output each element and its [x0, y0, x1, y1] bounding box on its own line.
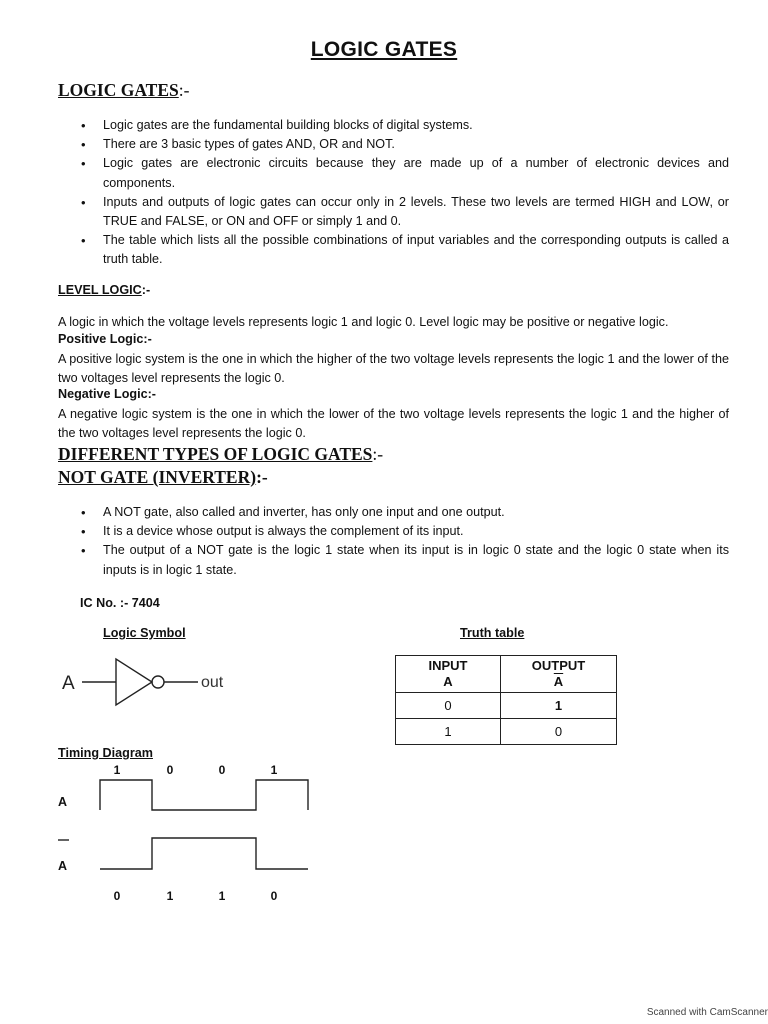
table-row — [396, 719, 617, 745]
symbol-output-label: out — [201, 674, 224, 691]
positive-logic-heading: Positive Logic:- — [58, 332, 152, 346]
header-input — [396, 656, 501, 693]
signal-a-waveform — [100, 780, 308, 810]
section-heading-logic-gates — [58, 80, 189, 101]
types-heading — [58, 444, 383, 465]
signal-abar-waveform — [100, 838, 308, 869]
types-heading-text: DIFFERENT TYPES OF LOGIC GATES — [58, 444, 373, 464]
negative-logic-heading: Negative Logic:- — [58, 387, 156, 401]
header-input-line2: A — [443, 674, 453, 689]
list-item: • The table which lists all the possible combinations of input variables and the corresponding outputs is called a truth table. — [78, 231, 729, 269]
truth-table-label: Truth table — [460, 626, 525, 640]
not-gate-symbol — [58, 652, 258, 712]
timing-diagram-label: Timing Diagram — [58, 746, 153, 760]
list-item: • A NOT gate, also called and inverter, has only one input and one output. — [78, 503, 729, 522]
negative-logic-text: A negative logic system is the one in which the lower of the two voltage levels represents the logic 1 and the higher of the two voltages level represents the logic 0. — [58, 407, 729, 440]
not-gate-heading-text: NOT GATE (INVERTER) — [58, 467, 257, 487]
timing-diagram — [50, 760, 350, 920]
header-output-line1: OUTPUT — [531, 658, 586, 673]
not-gate-bullet-list — [78, 503, 729, 580]
level-logic-heading — [58, 283, 150, 297]
list-item: • The output of a NOT gate is the logic 1 state when its input is in logic 0 state and the logic 0 state when its inputs is in logic 1 state. — [78, 541, 729, 579]
not-gate-heading — [58, 467, 268, 488]
header-output-line2: $\overline{A}$ — [553, 674, 564, 689]
scanner-watermark: Scanned with CamScanner — [646, 1007, 768, 1018]
section-heading-suffix: :- — [178, 80, 190, 100]
abar-bit-label: 1 — [166, 889, 174, 903]
table-cell: 0 — [396, 693, 501, 719]
inversion-bubble-icon — [152, 676, 164, 688]
logic-symbol-label: Logic Symbol — [103, 626, 186, 640]
table-cell: 1 — [396, 719, 501, 745]
logic-gates-bullet-list — [78, 116, 729, 270]
list-item: • Logic gates are the fundamental building blocks of digital systems. — [78, 116, 729, 135]
table-header-row — [396, 656, 617, 693]
table-cell: 0 — [501, 719, 617, 745]
page-title: LOGIC GATES — [310, 38, 458, 61]
table-cell: 1 — [501, 693, 617, 719]
not-gate-heading-suffix: :- — [256, 467, 268, 487]
positive-logic-text: A positive logic system is the one in which the higher of the two voltage levels represents the logic 1 and the lower of the two voltages level represents the logic 0. — [58, 352, 729, 385]
list-item: • Inputs and outputs of logic gates can occur only in 2 levels. These two levels are termed HIGH and LOW, or TRUE and FALSE, or ON and OFF or simply 1 and 0. — [78, 193, 729, 231]
a-bit-label: 1 — [113, 763, 121, 777]
signal-abar-label: A — [58, 859, 68, 873]
header-input-line1: INPUT — [428, 658, 468, 673]
abar-bit-label: 0 — [270, 889, 278, 903]
level-logic-heading-suffix: :- — [141, 283, 151, 297]
a-bit-label: 1 — [270, 763, 278, 777]
a-bit-label: 0 — [166, 763, 174, 777]
abar-bit-label: 1 — [218, 889, 226, 903]
abar-bit-label: 0 — [113, 889, 121, 903]
symbol-input-label: A — [62, 673, 75, 694]
list-item: • It is a device whose output is always the complement of its input. — [78, 522, 729, 541]
level-logic-intro: A logic in which the voltage levels represents logic 1 and logic 0. Level logic may be positive or negative logic. — [58, 315, 669, 329]
list-item: • Logic gates are electronic circuits because they are made up of a number of electronic devices and components. — [78, 154, 729, 192]
table-row — [396, 693, 617, 719]
truth-table — [395, 655, 617, 745]
types-heading-suffix: :- — [372, 444, 384, 464]
a-bit-label: 0 — [218, 763, 226, 777]
section-heading-text: LOGIC GATES — [58, 80, 179, 100]
list-item: • There are 3 basic types of gates AND, OR and NOT. — [78, 135, 729, 154]
header-output — [501, 656, 617, 693]
ic-number: IC No. :- 7404 — [80, 596, 160, 610]
signal-a-label: A — [58, 795, 68, 809]
level-logic-heading-text: LEVEL LOGIC — [58, 283, 142, 297]
buffer-triangle-icon — [116, 659, 152, 705]
